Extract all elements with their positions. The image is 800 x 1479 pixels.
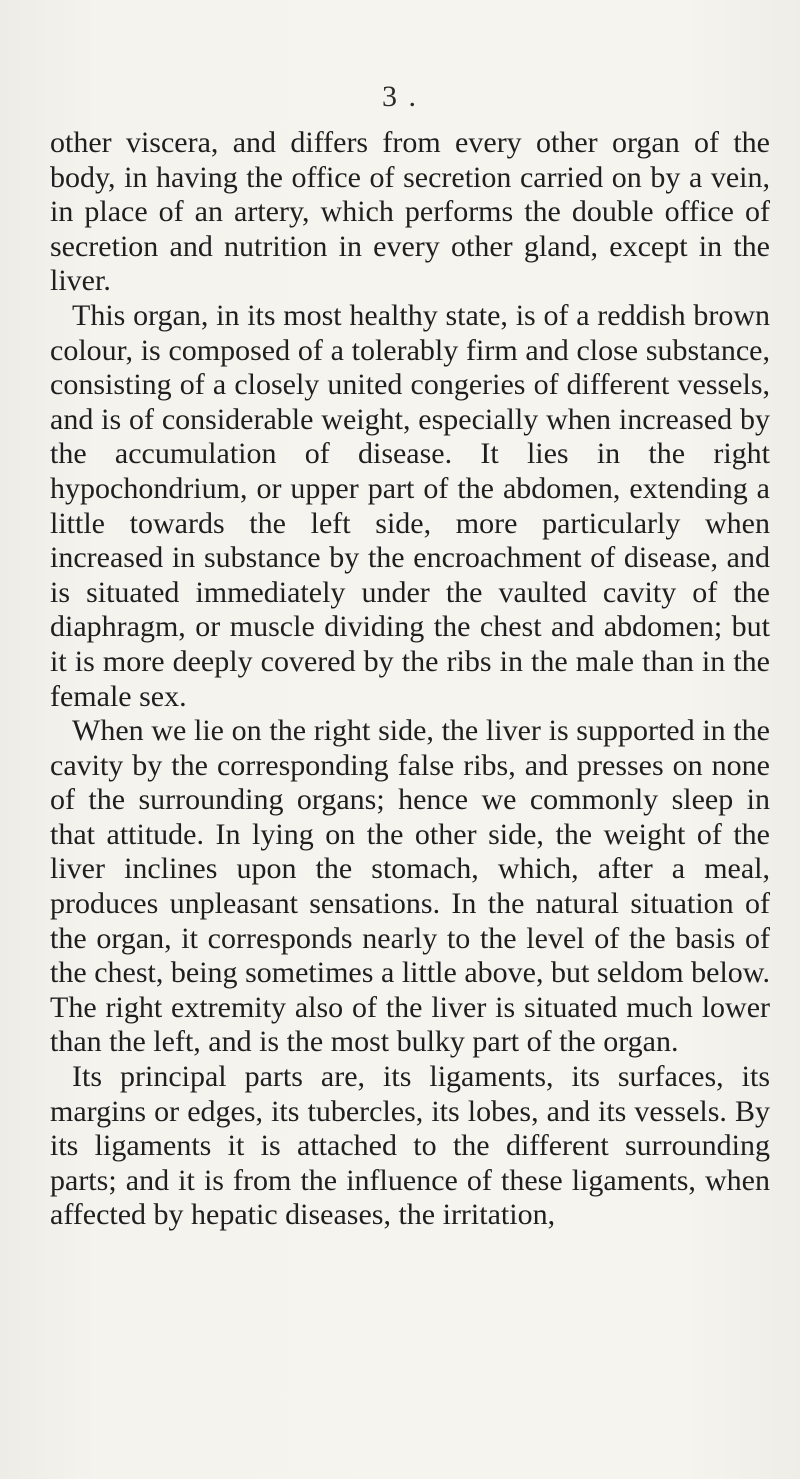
paragraph-1: other viscera, and differs from every other organ of the body, in having the office of secretion carried on by a vein, in place of an artery, which performs the double office of secretion and nutrition in every other gland, except in the liver. bbox=[50, 126, 770, 298]
body-text bbox=[50, 126, 770, 1233]
paragraph-3: When we lie on the right side, the liver is supported in the cavity by the corresponding false ribs, and presses on none of the surrounding organs; hence we commonly sleep in that attitude. In lying on the other side, the weight of the liver inclines upon the stomach, which, after a meal, produces unpleasant sensations. In the natural situation of the organ, it corresponds nearly to the level of the basis of the chest, being sometimes a little above, but seldom below. The right extremity also of the liver is situated much lower than the left, and is the most bulky part of the organ. bbox=[50, 714, 770, 1059]
paragraph-2: This organ, in its most healthy state, is of a reddish brown colour, is composed of a tolerably firm and close substance, consisting of a closely united congeries of different vessels, and is of considerable weight, especially when increased by the accumulation of disease. It lies in the right hypochondrium, or upper part of the abdomen, extending a little towards the left side, more particularly when increased in substance by the encroachment of disease, and is situated immediately under the vaulted cavity of the diaphragm, or muscle dividing the chest and abdomen; but it is more deeply covered by the ribs in the male than in the female sex. bbox=[50, 298, 770, 713]
paragraph-4: Its principal parts are, its ligaments, its surfaces, its margins or edges, its tubercles, its lobes, and its vessels. By its ligaments it is attached to the different surrounding parts; and it is from the influence of these ligaments, when affected by hepatic diseases, the irritation, bbox=[50, 1060, 770, 1232]
page-number: 3 . bbox=[382, 80, 418, 113]
